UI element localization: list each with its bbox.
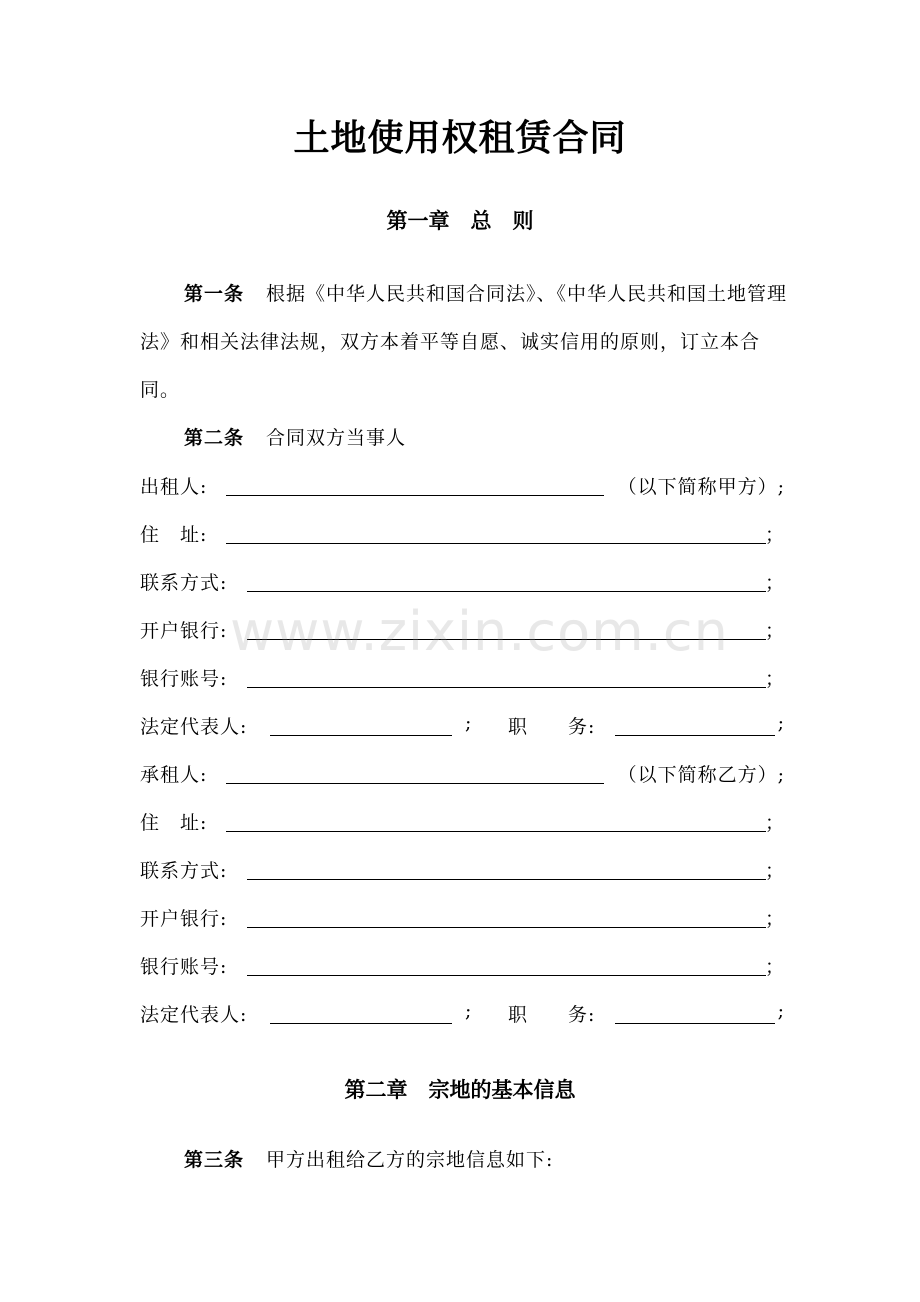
lessor-name-label: 出租人:	[140, 476, 208, 498]
lessee-name-field	[140, 760, 785, 790]
chapter-2-heading: 第二章 宗地的基本信息	[344, 1078, 576, 1102]
lessee-address-end: ；	[764, 812, 785, 834]
lessor-address-field	[140, 520, 785, 550]
lessor-account-end: ；	[764, 668, 785, 690]
lessee-account-field	[140, 952, 785, 982]
article-3-label: 第三条	[184, 1149, 245, 1171]
lessor-address-blank[interactable]	[226, 543, 766, 544]
lessee-name-blank[interactable]	[226, 783, 604, 784]
lessee-rep-end: ;	[465, 1000, 473, 1022]
lessor-contact-label: 联系方式:	[140, 572, 228, 594]
lessor-rep-blank[interactable]	[270, 735, 452, 736]
lessee-address-label: 住 址:	[140, 812, 208, 834]
article-2-label: 第二条	[184, 427, 245, 449]
lessor-contact-field	[140, 568, 785, 598]
lessor-bank-end: ；	[764, 620, 785, 642]
lessor-position-label: 职 务:	[508, 716, 596, 738]
lessee-rep-blank[interactable]	[270, 1023, 452, 1024]
article-1	[140, 270, 790, 414]
lessee-rep-field	[140, 1000, 785, 1030]
chapter-1-heading: 第一章 总 则	[386, 209, 534, 233]
lessor-address-label: 住 址:	[140, 524, 208, 546]
lessee-contact-label: 联系方式:	[140, 860, 228, 882]
lessor-name-suffix: （以下简称甲方）;	[617, 476, 785, 498]
lessee-address-field	[140, 808, 785, 838]
lessor-rep-label: 法定代表人:	[140, 716, 248, 738]
article-2	[140, 414, 790, 462]
lessee-position-blank[interactable]	[615, 1023, 775, 1024]
article-1-label: 第一条	[184, 283, 245, 305]
lessee-bank-label: 开户银行:	[140, 908, 228, 930]
lessor-address-end: ；	[764, 524, 785, 546]
lessor-contact-end: ；	[764, 572, 785, 594]
lessor-bank-label: 开户银行:	[140, 620, 228, 642]
lessor-name-blank[interactable]	[226, 495, 604, 496]
lessee-bank-blank[interactable]	[247, 927, 766, 928]
lessor-position-blank[interactable]	[615, 735, 775, 736]
lessor-rep-end: ;	[465, 712, 473, 734]
article-2-text: 合同双方当事人	[266, 427, 407, 449]
lessor-rep-field	[140, 712, 785, 742]
lessee-bank-end: ；	[764, 908, 785, 930]
watermark: www.zixin.com.cn	[230, 600, 729, 663]
lessor-account-field	[140, 664, 785, 694]
lessee-bank-field	[140, 904, 785, 934]
document-title: 土地使用权租赁合同	[293, 118, 627, 159]
lessee-account-label: 银行账号:	[140, 956, 228, 978]
lessee-contact-end: ；	[764, 860, 785, 882]
lessee-position-end: ;	[777, 1000, 785, 1022]
lessee-contact-blank[interactable]	[247, 879, 766, 880]
lessee-contact-field	[140, 856, 785, 886]
lessee-account-end: ；	[764, 956, 785, 978]
article-3	[140, 1136, 790, 1184]
lessor-contact-blank[interactable]	[247, 591, 766, 592]
lessor-position-end: ;	[777, 712, 785, 734]
lessor-name-field	[140, 472, 785, 502]
lessee-name-label: 承租人:	[140, 764, 208, 786]
lessee-address-blank[interactable]	[226, 831, 766, 832]
lessee-position-label: 职 务:	[508, 1004, 596, 1026]
lessor-account-label: 银行账号:	[140, 668, 228, 690]
article-3-text: 甲方出租给乙方的宗地信息如下:	[266, 1149, 554, 1171]
lessor-account-blank[interactable]	[247, 687, 766, 688]
lessee-rep-label: 法定代表人:	[140, 1004, 248, 1026]
article-1-text: 根据《中华人民共和国合同法》、《中华人民共和国土地管理法》和相关法律法规，双方本着平等自愿、诚实信用的原则，订立本合同。	[140, 283, 788, 401]
lessee-account-blank[interactable]	[247, 975, 766, 976]
lessee-name-suffix: （以下简称乙方）;	[617, 764, 785, 786]
